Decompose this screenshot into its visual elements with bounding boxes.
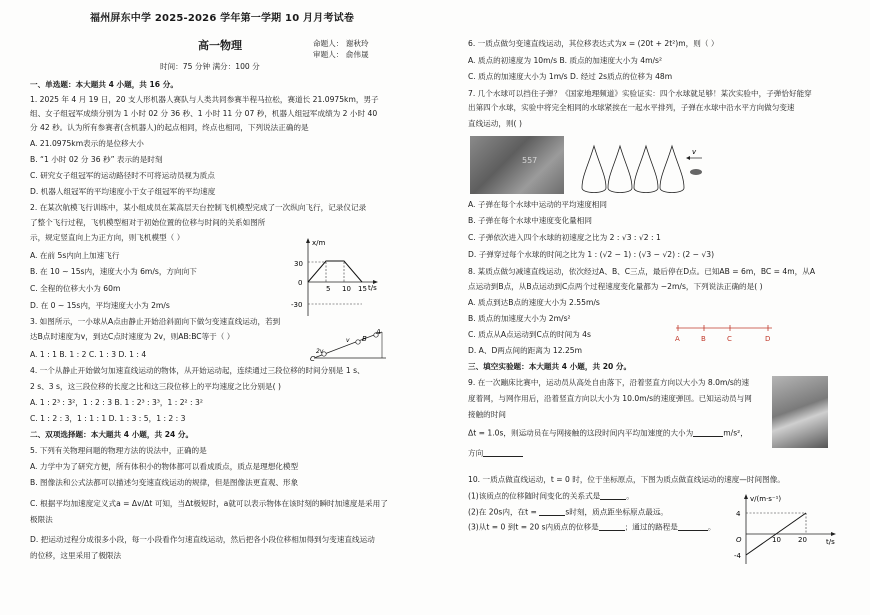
point-label: C	[727, 335, 732, 343]
question-line: 度着网，与网作用后，沿着竖直方向以大小为 10.0m/s的速度弹回。已知运动员与网	[468, 394, 752, 403]
option-line: A. 在前 5s内向上加速飞行	[30, 251, 120, 260]
point-label: B	[362, 335, 367, 343]
question-line: 分 42 秒。认为所有参赛者(含机器人)的起点相同，终点也相同，下列说法正确的是	[30, 123, 309, 132]
subject-title: 高一物理	[198, 39, 242, 52]
question-line: 2. 在某次航模飞行训练中，某小组成员在某高层天台控制飞机模型完成了一次纵向飞行，记录仪记录	[30, 203, 367, 212]
question-line: 7. 几个水球可以挡住子弹？《国家地理频道》实验证实：四个水球就足够！某次实验中，子弹恰好能穿	[468, 89, 812, 98]
option-line: A. 力学中为了研究方便，所有体积小的物体都可以看成质点，质点是理想化模型	[30, 462, 299, 471]
option-line: D. A、D两点间的距离为 12.25m	[468, 346, 583, 355]
q9-direction: 方向	[468, 448, 484, 458]
y-axis-label: x/m	[312, 239, 326, 247]
q2-displacement-time-graph	[288, 236, 380, 318]
section-heading: 三、填空实验题：本大题共 4 小题，共 20 分。	[468, 362, 632, 371]
question-line: 直线运动，则( )	[468, 119, 522, 128]
q7-water-balls	[578, 136, 708, 196]
question-line: 2 s、3 s，这三段位移的长度之比和这三段位移上的平均速度之比分别是( )	[30, 382, 281, 391]
q10-part1: (1)该质点的位移随时间变化的关系式是	[468, 491, 601, 501]
section-heading: 一、单选题：本大题共 4 小题，共 16 分。	[30, 80, 178, 89]
option-line: A. 子弹在每个水球中运动的平均速度相同	[468, 200, 607, 209]
tick-label: 15	[358, 285, 367, 293]
answer-blank[interactable]	[678, 522, 708, 531]
y-axis-label: v/(m·s⁻¹)	[750, 495, 782, 503]
question-line	[468, 491, 634, 500]
option-line: A. 质点的初速度为 10m/s B. 质点的加速度大小为 4m/s²	[468, 56, 663, 65]
option-line: C. 质点的加速度大小为 1m/s D. 经过 2s质点的位移为 48m	[468, 72, 673, 81]
water-ball	[634, 146, 658, 193]
water-ball	[660, 146, 684, 193]
time-score: 时间：75 分钟 满分：100 分	[160, 62, 260, 71]
proposer: 命题人： 谢秋玲	[313, 39, 369, 48]
tick-label: 4	[736, 510, 741, 518]
question-line	[468, 428, 748, 437]
q10-end: 。	[626, 491, 634, 501]
q3-incline-figure	[310, 328, 390, 362]
question-line: 6. 一质点做匀变速直线运动，其位移表达式为x = (20t + 2t²)m，则（ ）	[468, 39, 719, 48]
option-line: B. 在 10 ~ 15s内，速度大小为 6m/s，方向向下	[30, 267, 197, 276]
tick-label: 0	[298, 279, 303, 287]
velocity-label: v	[346, 337, 350, 344]
answer-blank[interactable]	[693, 428, 723, 437]
question-line: 9. 在一次蹦床比赛中，运动员从高处自由落下，沿着竖直方向以大小为 8.0m/s的速	[468, 378, 750, 387]
question-line: 3. 如图所示，一小球从A点由静止开始沿斜面向下做匀变速直线运动，若到	[30, 317, 281, 326]
q10-end: 。	[707, 522, 716, 532]
reviewer: 审题人： 俞伟晟	[313, 50, 369, 59]
answer-blank[interactable]	[600, 491, 626, 500]
point-label: C	[310, 355, 315, 362]
question-line	[468, 507, 668, 516]
q9-text: Δt = 1.0s，则运动员在与网接触的这段时间内平均加速度的大小为	[468, 428, 694, 438]
tick-label: 5	[326, 285, 331, 293]
q10-part2-tail: s时刻，质点距坐标原点最远。	[565, 507, 669, 517]
point-label: B	[701, 335, 706, 343]
question-line: 了整个飞行过程，飞机模型相对于初始位置的位移与时间的关系如图所	[30, 218, 266, 227]
question-line: 1. 2025 年 4 月 19 日，20 支人形机器人赛队与人类共同参赛半程马拉松，赛道长 21.0975km，男子	[30, 95, 379, 104]
school-title: 福州屏东中学 2025-2026 学年第一学期 10 月月考试卷	[90, 13, 355, 24]
option-line: B. 图像法和公式法都可以描述匀变速直线运动的规律，但是图像法更直观、形象	[30, 478, 299, 487]
question-line: 5. 下列有关物理问题的物理方法的说法中，正确的是	[30, 446, 207, 455]
option-line: A. 1 : 2³ : 3²，1 : 2 : 3 B. 1 : 2³ : 3³，1 : 2² : 3²	[30, 398, 203, 407]
x-axis-arrow	[831, 532, 836, 536]
option-line: D. 机器人组冠军的平均速度小于女子组冠军的平均速度	[30, 187, 216, 196]
question-line: 组、女子组冠军成绩分别为 1 小时 02 分 36 秒、1 小时 11 分 07 秒，机器人组冠军成绩为 2 小时 40	[30, 109, 378, 118]
option-line: D. 把运动过程分成很多小段，每一小段看作匀速直线运动，然后把各小段位移相加得到匀变速直线运动	[30, 535, 375, 544]
q9-trampoline-photo	[772, 376, 828, 448]
option-line: D. 子弹穿过每个水球的时间之比为 1 : (√2 − 1) : (√3 − √2) : (2 − √3)	[468, 250, 715, 259]
point-label: D	[765, 335, 771, 343]
question-line: 8. 某质点做匀减速直线运动，依次经过A、B、C三点，最后停在D点。已知AB = 6m，BC = 4m，从A	[468, 267, 816, 276]
question-line: 示，规定竖直向上为正方向，则飞机模型（ ）	[30, 233, 185, 242]
option-line: A. 1 : 1 B. 1 : 2 C. 1 : 3 D. 1 : 4	[30, 350, 147, 359]
tick-label: 20	[798, 536, 807, 544]
question-line: 4. 一个从静止开始做匀加速直线运动的物体，从开始运动起，连续通过三段位移的时间分别是 1 s、	[30, 366, 365, 375]
x-axis-label: t/s	[826, 538, 835, 546]
q7-experiment-photo	[470, 136, 564, 194]
displacement-line	[308, 261, 362, 282]
option-line: B. 质点的加速度大小为 2m/s²	[468, 314, 571, 323]
x-axis-label: t/s	[368, 284, 377, 292]
tick-label: -30	[291, 301, 303, 309]
question-line	[468, 522, 715, 531]
section-heading: 二、双项选择题：本大题共 4 小题，共 24 分。	[30, 430, 194, 439]
q10-part2: (2)在 20s内，在t =	[468, 507, 540, 517]
y-axis-arrow	[306, 238, 310, 243]
question-line: 点运动到B点，从B点运动到C点两个过程速度变化量都为 −2m/s，下列说法正确的是( )	[468, 282, 763, 291]
q9-unit: m/s²，	[723, 428, 748, 438]
option-line: C. 研究女子组冠军的运动路径时不可将运动员视为质点	[30, 171, 215, 180]
velocity-label: v	[692, 148, 697, 156]
question-line: 出第四个水球，实验中将完全相同的水球紧挨在一起水平排列，子弹在水球中沿水平方向做匀变速	[468, 103, 795, 112]
option-line: A. 21.0975km表示的是位移大小	[30, 139, 144, 148]
option-line: 的位移，这里采用了极限法	[30, 551, 122, 560]
point-label: A	[376, 328, 381, 336]
origin-label: O	[736, 536, 742, 544]
option-line: 极限法	[30, 515, 53, 524]
velocity-arrowhead	[686, 156, 690, 160]
option-line: B. 子弹在每个水球中速度变化量相同	[468, 216, 592, 225]
question-line	[468, 448, 523, 457]
q10-part3-mid: ；通过的路程是	[624, 522, 678, 532]
option-line: D. 在 0 ~ 15s内，平均速度大小为 2m/s	[30, 301, 170, 310]
question-line: 达B点时速度为v，到达C点时速度为 2v，则AB:BC等于（ ）	[30, 332, 235, 341]
tick-label: 10	[772, 536, 781, 544]
answer-blank[interactable]	[483, 448, 523, 457]
answer-blank[interactable]	[599, 522, 625, 531]
question-line: 接触的时间	[468, 410, 506, 419]
q10-part3: (3)从t = 0 到t = 20 s内质点的位移是	[468, 522, 599, 532]
tick-label: 10	[342, 285, 351, 293]
q10-velocity-time-graph	[728, 490, 840, 566]
tick-label: -4	[734, 552, 741, 560]
option-line: C. 1 : 2 : 3，1 : 1 : 1 D. 1 : 3 : 5，1 : 2 : 3	[30, 414, 186, 423]
ball-b	[356, 340, 360, 344]
option-line: C. 根据平均加速度定义式a = Δv/Δt 可知，当Δt极短时，a就可以表示物体在该时刻的瞬时加速度是采用了	[30, 499, 388, 508]
photo-caption: 557	[522, 156, 538, 165]
water-ball	[608, 146, 632, 193]
question-line: 10. 一质点做直线运动，t = 0 时，位于坐标原点，下图为质点做直线运动的速度—时间图像。	[468, 475, 785, 484]
option-line: A. 质点到达B点的速度大小为 2.55m/s	[468, 298, 600, 307]
option-line: C. 质点从A点运动到C点的时间为 4s	[468, 330, 591, 339]
option-line: B. “1 小时 02 分 36 秒” 表示的是时刻	[30, 155, 163, 164]
velocity-label: 2v	[316, 348, 324, 355]
tick-label: 30	[294, 260, 303, 268]
y-axis-arrow	[744, 494, 748, 499]
option-line: C. 全程的位移大小为 60m	[30, 284, 121, 293]
option-line: C. 子弹依次进入四个水球的初速度之比为 2 : √3 : √2 : 1	[468, 233, 661, 242]
water-ball	[582, 146, 606, 193]
q8-points-line	[672, 322, 776, 344]
point-label: A	[675, 335, 680, 343]
answer-blank[interactable]	[539, 507, 565, 516]
bullet-icon	[690, 169, 702, 175]
